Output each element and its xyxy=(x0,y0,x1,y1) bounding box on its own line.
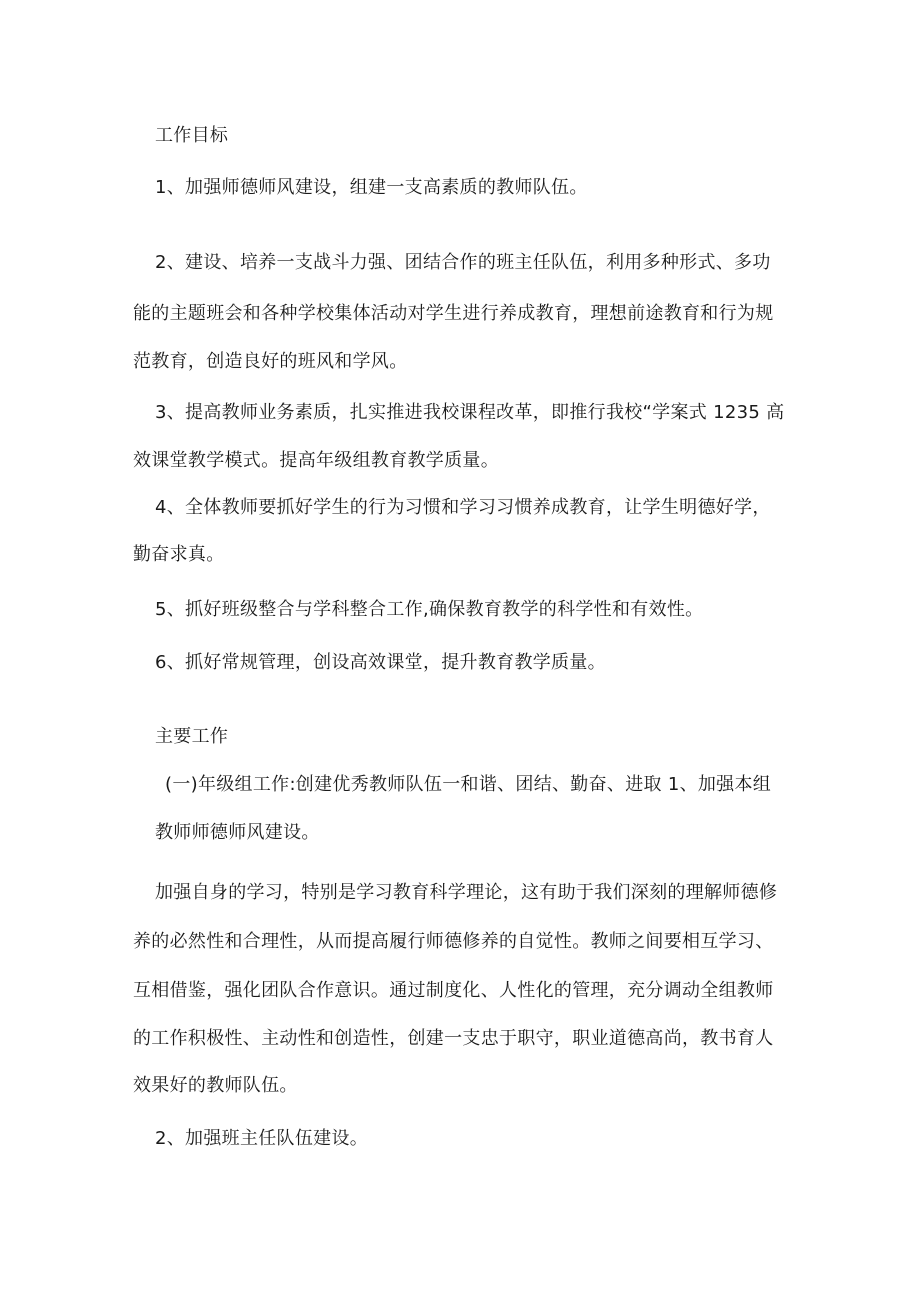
paragraph-1-line-5: 效果好的教师队伍。 xyxy=(133,1075,298,1096)
goal-2-line-3: 范教育，创造良好的班风和学风。 xyxy=(133,351,408,372)
goal-2-line-2: 能的主题班会和各种学校集体活动对学生进行养成教育，理想前途教育和行为规 xyxy=(133,303,774,324)
goal-3-line-2: 效课堂教学模式。提高年级组教育教学质量。 xyxy=(133,450,499,471)
goal-4-line-1: 4、全体教师要抓好学生的行为习惯和学习习惯养成教育，让学生明德好学， xyxy=(155,497,771,518)
goal-4-line-2: 勤奋求真。 xyxy=(133,544,225,565)
paragraph-1-line-3: 互相借鉴，强化团队合作意识。通过制度化、人性化的管理，充分调动全组教师 xyxy=(133,980,774,1001)
item-2: 2、加强班主任队伍建设。 xyxy=(155,1128,369,1149)
goal-1: 1、加强师德师风建设，组建一支高素质的教师队伍。 xyxy=(155,177,588,198)
paragraph-1-line-1: 加强自身的学习，特别是学习教育科学理论，这有助于我们深刻的理解师德修 xyxy=(155,882,778,903)
goal-5: 5、抓好班级整合与学科整合工作,确保教育教学的科学性和有效性。 xyxy=(155,599,704,620)
paragraph-1-line-2: 养的必然性和合理性，从而提高履行师德修养的自觉性。教师之间要相互学习、 xyxy=(133,931,774,952)
heading-main-work: 主要工作 xyxy=(155,726,229,747)
heading-work-goals: 工作目标 xyxy=(155,125,229,146)
paragraph-1-line-4: 的工作积极性、主动性和创造性，创建一支忠于职守，职业道德高尚，教书育人 xyxy=(133,1028,774,1049)
section-1-line-1: (一)年级组工作:创建优秀教师队伍一和谐、团结、勤奋、进取 1、加强本组 xyxy=(165,774,772,795)
goal-3-line-1: 3、提高教师业务素质，扎实推进我校课程改革，即推行我校“学案式 1235 高 xyxy=(155,402,785,423)
section-1-line-2: 教师师德师风建设。 xyxy=(155,822,320,843)
goal-2-line-1: 2、建设、培养一支战斗力强、团结合作的班主任队伍，利用多种形式、多功 xyxy=(155,252,771,273)
goal-6: 6、抓好常规管理，创设高效课堂，提升教育教学质量。 xyxy=(155,652,606,673)
